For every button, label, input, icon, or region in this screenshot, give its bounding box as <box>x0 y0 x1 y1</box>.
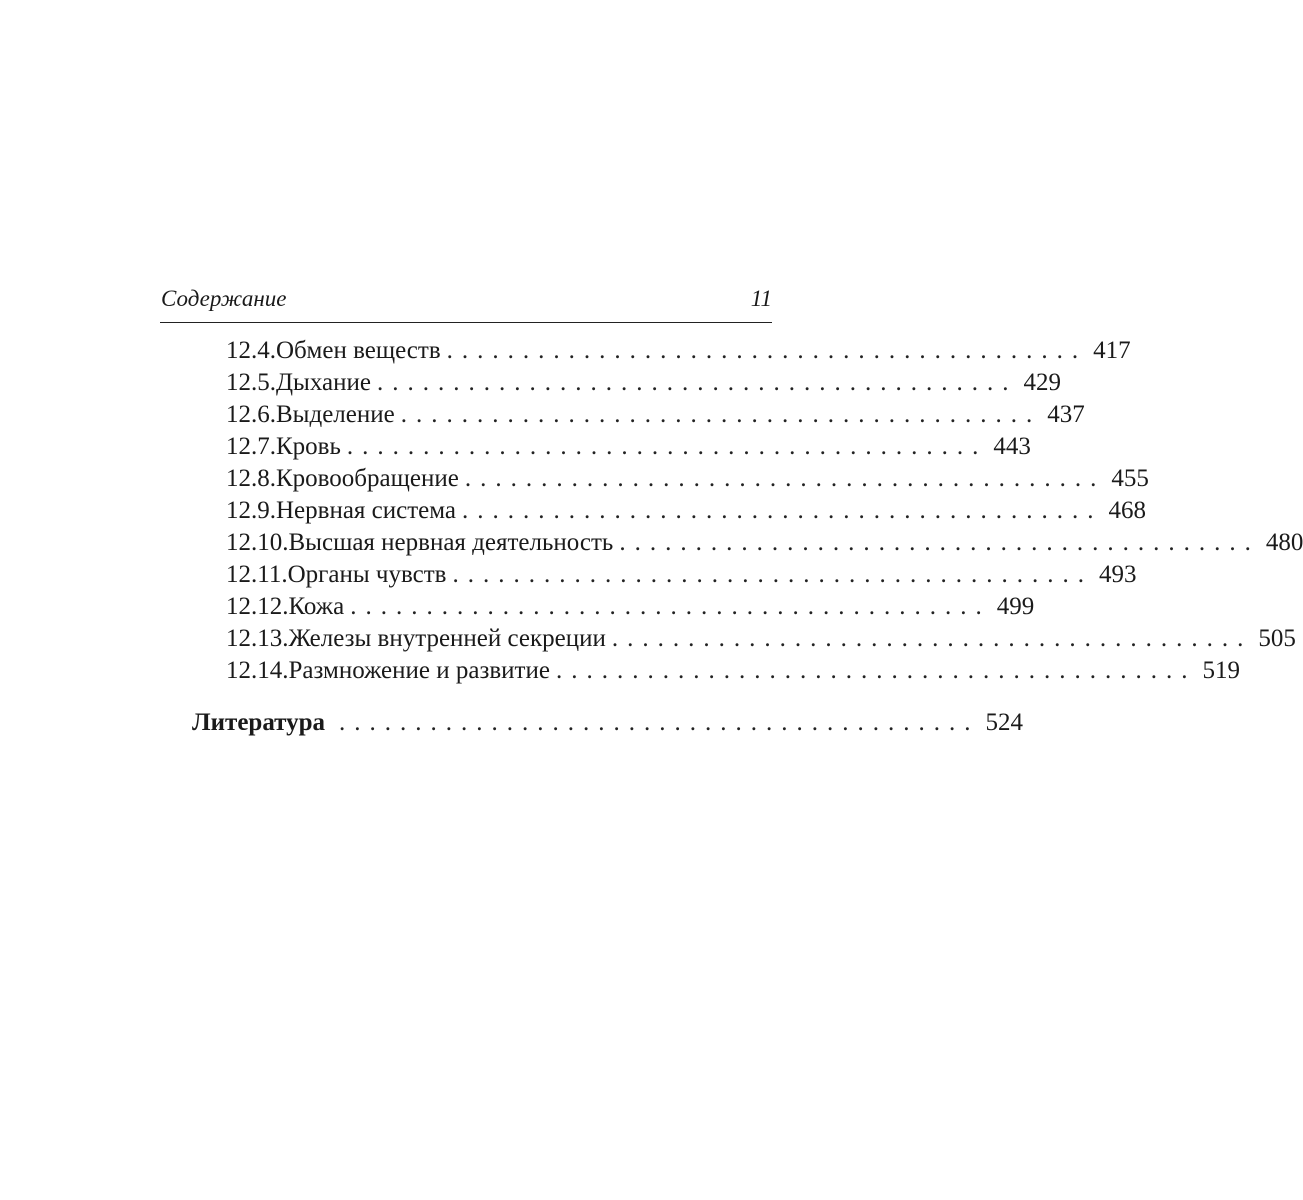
toc-entry-number: 12.12. <box>226 593 289 620</box>
toc-entry-number: 12.5. <box>226 369 276 396</box>
toc-entry-page: 429 <box>1023 369 1061 396</box>
toc-entry-page: 437 <box>1047 401 1085 428</box>
toc-entry-page: 480 <box>1265 529 1303 556</box>
toc-entry-number: 12.6. <box>226 401 276 428</box>
toc-entry-literature[interactable] <box>192 708 1024 738</box>
toc-entry[interactable] <box>226 400 1085 430</box>
toc-entry-number: 12.7. <box>226 433 276 460</box>
toc-entry[interactable] <box>226 464 1149 494</box>
toc-entry-number: 12.11. <box>226 561 288 588</box>
toc-entry-page: 493 <box>1098 561 1137 588</box>
dot-leader: .......................................... <box>619 529 1260 556</box>
toc-entry-number: 12.8. <box>226 465 276 492</box>
dot-leader: .......................................... <box>452 561 1093 588</box>
toc-entry-title: Литература <box>192 709 326 736</box>
toc-entry[interactable] <box>226 592 1035 622</box>
toc-entry-title: Кожа <box>288 593 345 620</box>
toc-entry-number: 12.4. <box>226 337 276 364</box>
toc-entry[interactable] <box>226 368 1061 398</box>
toc-entry[interactable] <box>226 656 1240 686</box>
toc-entry-page: 524 <box>985 709 1024 736</box>
dot-leader: .......................................... <box>446 337 1088 364</box>
toc-entry[interactable] <box>226 496 1147 526</box>
running-header-title: Содержание <box>161 286 287 311</box>
toc-entry-page: 417 <box>1093 337 1131 364</box>
toc-entry[interactable] <box>226 336 1131 366</box>
dot-leader: .......................................... <box>462 497 1103 524</box>
toc-entry-title: Выделение <box>276 401 395 428</box>
dot-leader: .......................................... <box>611 625 1253 652</box>
toc-entry-page: 505 <box>1258 625 1296 652</box>
toc-entry-page: 499 <box>996 593 1035 620</box>
toc-entry-title: Дыхание <box>276 369 371 396</box>
dot-leader: .......................................... <box>400 401 1042 428</box>
toc-entry-title: Нервная система <box>276 497 457 524</box>
toc-entry-page: 519 <box>1202 657 1240 684</box>
toc-entry-page: 455 <box>1111 465 1149 492</box>
toc-entry-page: 443 <box>993 433 1031 460</box>
dot-leader: .......................................... <box>350 593 991 620</box>
toc-entry[interactable] <box>226 624 1296 654</box>
toc-entry-title: Высшая нервная деятельность <box>288 529 614 556</box>
dot-leader: .......................................... <box>464 465 1106 492</box>
toc-entry-title: Размножение и развитие <box>288 657 550 684</box>
toc-entry-title: Органы чувств <box>287 561 447 588</box>
toc-entry-title: Кровообращение <box>276 465 459 492</box>
toc-entry-title: Кровь <box>276 433 341 460</box>
dot-leader: .......................................... <box>376 369 1018 396</box>
dot-leader: .......................................... <box>339 709 980 736</box>
toc-entry[interactable] <box>226 432 1031 462</box>
running-header <box>160 282 772 323</box>
toc-entry-title: Обмен веществ <box>276 337 441 364</box>
page-number: 11 <box>750 286 772 311</box>
toc-entry[interactable] <box>226 528 1303 558</box>
dot-leader: .......................................... <box>555 657 1197 684</box>
toc-entry-number: 12.9. <box>226 497 276 524</box>
toc-entry[interactable] <box>226 560 1137 590</box>
toc-entry-number: 12.13. <box>226 625 289 652</box>
toc-entry-title: Железы внутренней секреции <box>288 625 606 652</box>
toc-entry-number: 12.10. <box>226 529 289 556</box>
toc-entry-page: 468 <box>1108 497 1147 524</box>
dot-leader: .......................................... <box>346 433 988 460</box>
toc-entry-number: 12.14. <box>226 657 289 684</box>
